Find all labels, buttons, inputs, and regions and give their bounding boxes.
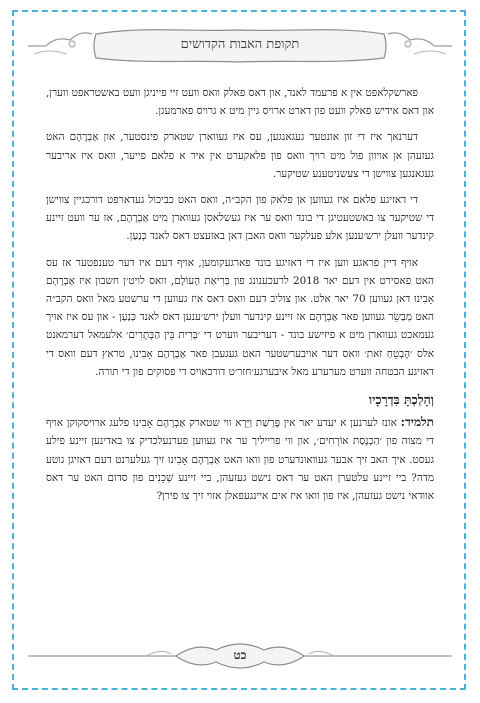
page-header <box>26 26 454 66</box>
paragraph-3: די דאזיגע פלאם איז געווען אן פלאק פון הקב״ה, וואס האט כביכול געדארפט דורכגיין צווישן די שטיקער צו באשטעטיגן די בונד וואס ער איז געשלאסן געווארן מיט אַבְרָהָם, אז ער וועט זיינע קינדער וועלן ירש׳ענען אלע פעלקער וואס האבן דאן באזעצט דאס לאנד כְּנַעַן. <box>46 194 434 243</box>
paragraph-1: פארשקלאפט אין א פרעמד לאנד, און דאס פאלק וואס וועט זיי פייניגן וועט באשטראפט ווערן, און דאס אידיש פאלק וועט פון דארט ארויס גיין מיט א גרויס פארמעגן. <box>46 87 434 118</box>
main-content <box>46 84 434 513</box>
header-title: תקופת האבות הקדושים <box>180 37 300 52</box>
paragraph-2: דערנאך איז די זון אונטער געגאנגען, עס איז געווארן שטארק פינסטער, און אַבְרָהָם האט געזעהן אן אויוון פול מיט רויך וואס פון פלאקערט אין איר א פלאם פייער, וואס איז אריבער געגאנגען צווישן די צעשניטענע שטיקער. <box>46 131 434 180</box>
paragraph-4: אויף דיין פראגע ווען איז די דאזיגע בונד פארגעקומען, אויף דעם איז דער טענפטער אז עס האט פאסירט אין דעם יאר 2018 לרעכענונג פון בְּרִיאַת הָעוֹלָם, וואס לויט׳ן חשבון איז אַבְרָהָם אָבִינוּ דאן געווען 70 יאר אלט. און צוליב דעם וואס דאס איז געווען די ערשטע מאל וואס הקב״ה האט מְבַשֵׂר געווען פאר אַבְרָהָם אז זיינע קינדער וועלן ירש׳ענען דאס לאנד כְּנַעַן - און עס איז אויך געמאכט געווארן מיט א פיזישע בונד - דעריבער ווערט די ׳בְּרִית בֵּין הַבְּתָרִים׳ אלעמאל דערמאנט אלס ׳הֶבְטֵחַ זֹאת׳ וואס דער אויבערשטער האט געגעבן פאר אַבְרָהָם אָבִינוּ, טראץ דעם וואס די דאזיגע הבטחה ווערט מערערע מאל איבערגע׳חזר׳ט דורכאויס די פסוקים פון די תורה. <box>46 256 434 378</box>
talmid-question <box>46 413 434 505</box>
page-footer <box>26 636 454 676</box>
page-number: כט <box>233 648 247 662</box>
talmid-text: אונז לערנען א יעדע יאר אין פָּרָשַׁת וַיֵּרָא ווי שטארק אַבְרָהָם אָבִינוּ פלעג ארויסקוקן אויף די מצוה פון ׳הַכְנָסַת אוֹרְחִים׳, און ווי פרייליך ער איז געווען פערנעלכדיק צו באדינען זיינע פילע געסט. איך האב זיך אבער געוואונדערט פון וואו האט אַבְרָהָם אָבִינוּ זיך געלערנט דעם דאזיגן גוטע מדה? ביי זיינע עלטערן האט ער דאס נישט געזעהן, ביי זיינע שְׁכֵנִים פון סדום האט ער דאס אוודאי נישט געזעהן, איז פון וואו איז אים איינגעפאלן אזוי זיך צו פירן? <box>46 417 434 503</box>
section-title: וְהָלַכְתָּ בִּדְרָכָיו <box>368 392 434 408</box>
talmid-label: תלמיד: <box>400 415 434 430</box>
